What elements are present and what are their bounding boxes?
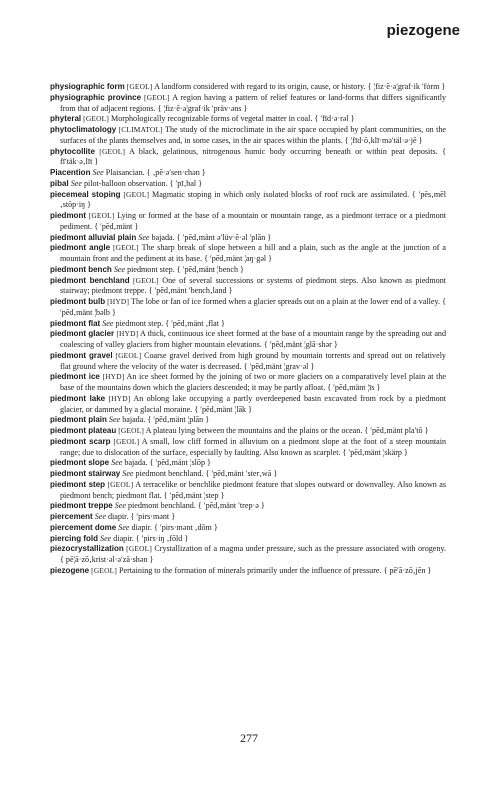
entry-subject: [GEOL] — [83, 114, 109, 124]
entry-see-target: piedmont benchland. — [135, 469, 204, 478]
page-number: 277 — [240, 731, 258, 745]
dictionary-entry — [50, 501, 446, 512]
dictionary-entry — [50, 276, 446, 298]
entry-definition: A landform considered with regard to its origin, cause, or history. — [154, 82, 366, 91]
entry-pronunciation: { ′pirs·iŋ ‚fōld } — [135, 533, 189, 543]
entry-definition: An oblong lake occupying a partly overdeepened basin excavated from rock by a piedmont glacier, or dammed by a glacial moraine. — [60, 393, 446, 414]
entry-pronunciation: { ′pēd‚mänt ¦plān } — [147, 415, 210, 425]
entry-subject: [GEOL] — [113, 436, 140, 446]
entry-subject: [HYD] — [102, 372, 125, 382]
entry-headword: piercement — [50, 512, 93, 521]
dictionary-entry — [50, 523, 446, 534]
entry-subject: [GEOL] — [123, 189, 150, 199]
entry-see-target: piedmont benchland. — [127, 501, 196, 511]
entry-see-target: piedmont step. — [127, 264, 175, 274]
dictionary-entry — [50, 190, 446, 212]
entry-headword: piedmont slope — [50, 458, 110, 468]
entry-pronunciation: { ′pēd‚mänt ə′lüv·ē·əl ′plān } — [176, 232, 272, 242]
entry-definition: A region having a pattern of relief features or land-forms that differs significantly from that of adjacent regions. — [60, 92, 447, 113]
entry-list — [50, 82, 446, 577]
dictionary-entry — [50, 82, 446, 93]
dictionary-entry — [50, 329, 446, 351]
dictionary-entry — [50, 168, 446, 179]
entry-headword: piedmont plain — [50, 415, 107, 425]
entry-headword: piedmont benchland — [50, 275, 130, 285]
entry-definition: A black, gelatinous, nitrogenous humic body occurring beneath or within peat deposits. — [129, 146, 438, 156]
entry-pronunciation: { ¦fīd·ō‚klī·mə′täl·ə·jē } — [344, 135, 423, 145]
entry-pronunciation: { ′pēs‚mēl ‚stōp·iŋ } — [60, 189, 446, 210]
entry-pronunciation: { ′pēd‚mänt ¦bench } — [176, 264, 244, 274]
entry-pronunciation: { ′pēd‚mänt ′bench‚land } — [148, 286, 233, 296]
entry-see-target: diapir. — [113, 533, 134, 543]
entry-headword: physiographic province — [50, 92, 142, 102]
entry-subject: [HYD] — [108, 393, 131, 403]
entry-pronunciation: { ′pēd‚mänt pla′tō } — [364, 426, 429, 435]
dictionary-entry — [50, 125, 446, 147]
entry-subject: [GEOL] — [126, 544, 152, 554]
entry-definition: A small, low cliff formed in alluvium on a piedmont slope at the foot of a steep mountain range; due to dislocation of the surface, especially by faulting. Also known as scarplet. — [60, 436, 447, 457]
entry-see-prefix: See — [114, 501, 126, 511]
entry-headword: piedmont treppe — [50, 501, 113, 511]
entry-see-target: bajada. — [122, 415, 146, 425]
entry-headword: piercing fold — [50, 533, 98, 543]
entry-see-target: bajada. — [124, 458, 148, 468]
dictionary-entry — [50, 265, 446, 276]
entry-pronunciation: { ′pēd‚mänt ¦īs } — [327, 383, 381, 392]
dictionary-entry — [50, 93, 446, 115]
entry-subject: [GEOL] — [99, 146, 126, 156]
entry-subject: [GEOL] — [88, 211, 115, 220]
entry-definition: The lobe or fan of ice formed when a glacier spreads out on a plain at the lower end of a valley. — [131, 297, 441, 306]
entry-see-target: pilot-balloon observation. — [83, 178, 168, 188]
entry-headword: piedmont bench — [50, 264, 112, 274]
entry-headword: piedmont scarp — [50, 436, 111, 446]
entry-pronunciation: { pē¦ā·zō‚krist·əl·ə′zā·shən } — [60, 555, 154, 564]
entry-see-prefix: See — [138, 232, 150, 242]
entry-pronunciation: { ′pēd‚mänt } — [94, 221, 139, 231]
entry-headword: Piacention — [50, 168, 91, 177]
entry-headword: piedmont glacier — [50, 329, 115, 339]
entry-definition: Coarse gravel derived from high ground by mountain torrents and spread out on relatively flat ground where the velocity of the water is decreased. — [60, 350, 446, 371]
dictionary-entry — [50, 211, 446, 233]
dictionary-entry — [50, 233, 446, 244]
entry-pronunciation: { ′pēd‚mänt ¦aŋ·gəl } — [204, 254, 273, 263]
entry-subject: [GEOL] — [91, 565, 117, 575]
entry-see-prefix: See — [94, 512, 106, 521]
entry-pronunciation: { fī′täk·ə‚līt } — [60, 146, 447, 167]
entry-headword: piedmont angle — [50, 243, 111, 253]
entry-pronunciation: { ′pēd‚mänt ′ster‚wā } — [205, 469, 278, 478]
entry-pronunciation: { ′fīd·ə·rəl } — [314, 114, 355, 124]
entry-pronunciation: { ′pēd‚mänt ¦lāk } — [194, 404, 252, 414]
entry-see-target: diapir. — [107, 512, 129, 521]
entry-headword: physiographic form — [50, 82, 125, 91]
entry-headword: piecemeal stoping — [50, 189, 121, 199]
entry-definition: A terracelike or benchlike piedmont feature that slopes outward or downvalley. Also known as piedmont bench; piedmont flat. — [60, 479, 447, 500]
entry-pronunciation: { ¦fiz·ē·ə¦graf·ik ′präv·əns } — [157, 103, 248, 113]
entry-definition: An ice sheet formed by the joining of two or more glaciers on a comparatively level plain at the base of the mountains down which the glaciers descended; it may be partly afloat. — [60, 372, 447, 392]
entry-headword: piedmont plateau — [50, 426, 117, 435]
entry-headword: phytocollite — [50, 146, 95, 156]
entry-definition: Crystallization of a magma under pressure, such as the pressure associated with orogeny. — [154, 544, 446, 554]
entry-pronunciation: { ′pirs·mənt ‚dōm } — [154, 522, 218, 532]
entry-headword: piedmont step — [50, 479, 106, 489]
entry-subject: [GEOL] — [115, 350, 142, 360]
dictionary-entry — [50, 319, 446, 330]
entry-pronunciation: { ′pēd‚mänt ′trep·ə } — [197, 501, 265, 511]
entry-pronunciation: { ′pēd‚mänt ¦step } — [163, 490, 225, 500]
entry-definition: Lying or formed at the base of a mountain or mountain range, as a piedmont terrace or a piedmont pediment. — [60, 211, 446, 231]
entry-headword: piedmont — [50, 211, 86, 220]
dictionary-entry — [50, 372, 446, 394]
entry-definition: Morphologically recognizable forms of vegetal matter in coal. — [111, 114, 313, 124]
entry-headword: piedmont ice — [50, 372, 100, 382]
entry-definition: Magmatic stoping in which only isolated blocks of roof rock are assimilated. — [152, 189, 410, 199]
entry-headword: piezocrystallization — [50, 544, 124, 554]
dictionary-entry — [50, 480, 446, 502]
entry-see-prefix: See — [122, 469, 134, 478]
entry-subject: [GEOL] — [126, 82, 153, 91]
entry-see-prefix: See — [111, 458, 123, 468]
entry-pronunciation: { ′pēd‚mänt ¦bəlb } — [60, 297, 446, 317]
dictionary-entry — [50, 147, 446, 169]
entry-subject: [GEOL] — [113, 243, 139, 253]
dictionary-entry — [50, 544, 446, 566]
dictionary-entry — [50, 437, 446, 459]
entry-headword: pibal — [50, 178, 69, 188]
entry-see-target: piedmont step. — [115, 318, 164, 328]
entry-definition: The study of the microclimate in the air space occupied by plant communities, on the surfaces of the plants themselves and, in some cases, in the air spaces within the plants. — [60, 125, 446, 145]
entry-headword: piedmont bulb — [50, 297, 106, 306]
entry-see-target: diapir. — [131, 522, 153, 532]
dictionary-entry — [50, 415, 446, 426]
entry-pronunciation: { ‚pē·ə′sen·chən } — [146, 168, 206, 177]
entry-subject: [GEOL] — [133, 275, 159, 285]
entry-headword: piercement dome — [50, 522, 117, 532]
entry-see-prefix: See — [100, 533, 112, 543]
entry-see-prefix: See — [70, 178, 82, 188]
dictionary-entry — [50, 114, 446, 125]
entry-pronunciation: { ′pēd‚mänt ¦grav·əl } — [243, 361, 315, 371]
entry-definition: Pertaining to the formation of minerals primarily under the influence of pressure. — [119, 565, 382, 575]
entry-headword: piezogene — [50, 565, 90, 575]
dictionary-entry — [50, 469, 446, 480]
entry-see-target: bajada. — [151, 232, 175, 242]
dictionary-entry — [50, 512, 446, 523]
entry-see-prefix: See — [92, 168, 104, 177]
dictionary-entry — [50, 243, 446, 265]
entry-pronunciation: { ¦fiz·ē·ə¦graf·ik ′fȯrm } — [367, 82, 446, 91]
dictionary-entry — [50, 179, 446, 190]
guide-word: piezogene — [386, 22, 460, 39]
entry-see-prefix: See — [102, 318, 114, 328]
entry-headword: phyteral — [50, 114, 82, 124]
entry-see-target: Plaisancian. — [105, 168, 145, 177]
entry-headword: phytoclimatology — [50, 125, 117, 134]
entry-see-prefix: See — [113, 264, 126, 274]
entry-pronunciation: { ′pēd‚mänt ¦skärp } — [342, 447, 408, 457]
entry-pronunciation: { ′pirs·mənt } — [130, 512, 176, 521]
entry-pronunciation: { ′pēd‚mänt ‚flat } — [165, 318, 225, 328]
entry-subject: [GEOL] — [143, 92, 170, 102]
entry-definition: A thick, continuous ice sheet formed at the base of a mountain range by the spreading out and coalescing of valley glaciers from higher mountain elevations. — [60, 329, 447, 349]
entry-headword: piedmont lake — [50, 393, 106, 403]
entry-pronunciation: { ′pī‚bal } — [169, 178, 203, 188]
dictionary-entry — [50, 351, 446, 373]
entry-see-prefix: See — [118, 522, 130, 532]
entry-headword: piedmont flat — [50, 318, 101, 328]
entry-subject: [CLIMATOL] — [118, 125, 163, 134]
entry-pronunciation: { ′pēd‚mänt ¦glā·shər } — [263, 340, 338, 349]
entry-pronunciation: { pē′ā·zō‚jēn } — [383, 565, 432, 575]
dictionary-entry — [50, 426, 446, 437]
entry-definition: A plateau lying between the mountains and the plains or the ocean. — [145, 426, 363, 435]
entry-subject: [HYD] — [107, 297, 130, 306]
dictionary-entry — [50, 297, 446, 319]
entry-pronunciation: { ′pēd‚mänt ¦slōp } — [149, 458, 211, 468]
entry-definition: One of several successions or systems of piedmont steps. Also known as piedmont stairway; piedmont treppe. — [60, 275, 446, 296]
dictionary-entry — [50, 534, 446, 545]
entry-subject: [GEOL] — [107, 479, 134, 489]
entry-subject: [GEOL] — [118, 426, 145, 435]
entry-subject: [HYD] — [116, 329, 139, 339]
dictionary-entry — [50, 394, 446, 416]
entry-headword: piedmont stairway — [50, 469, 121, 478]
entry-definition: The sharp break of slope between a hill and a plain, such as the angle at the junction of a mountain front and the pediment at its base. — [60, 243, 446, 263]
entry-headword: piedmont gravel — [50, 350, 113, 360]
entry-see-prefix: See — [108, 415, 121, 425]
entry-headword: piedmont alluvial plain — [50, 232, 137, 242]
dictionary-entry — [50, 458, 446, 469]
dictionary-entry — [50, 566, 446, 577]
